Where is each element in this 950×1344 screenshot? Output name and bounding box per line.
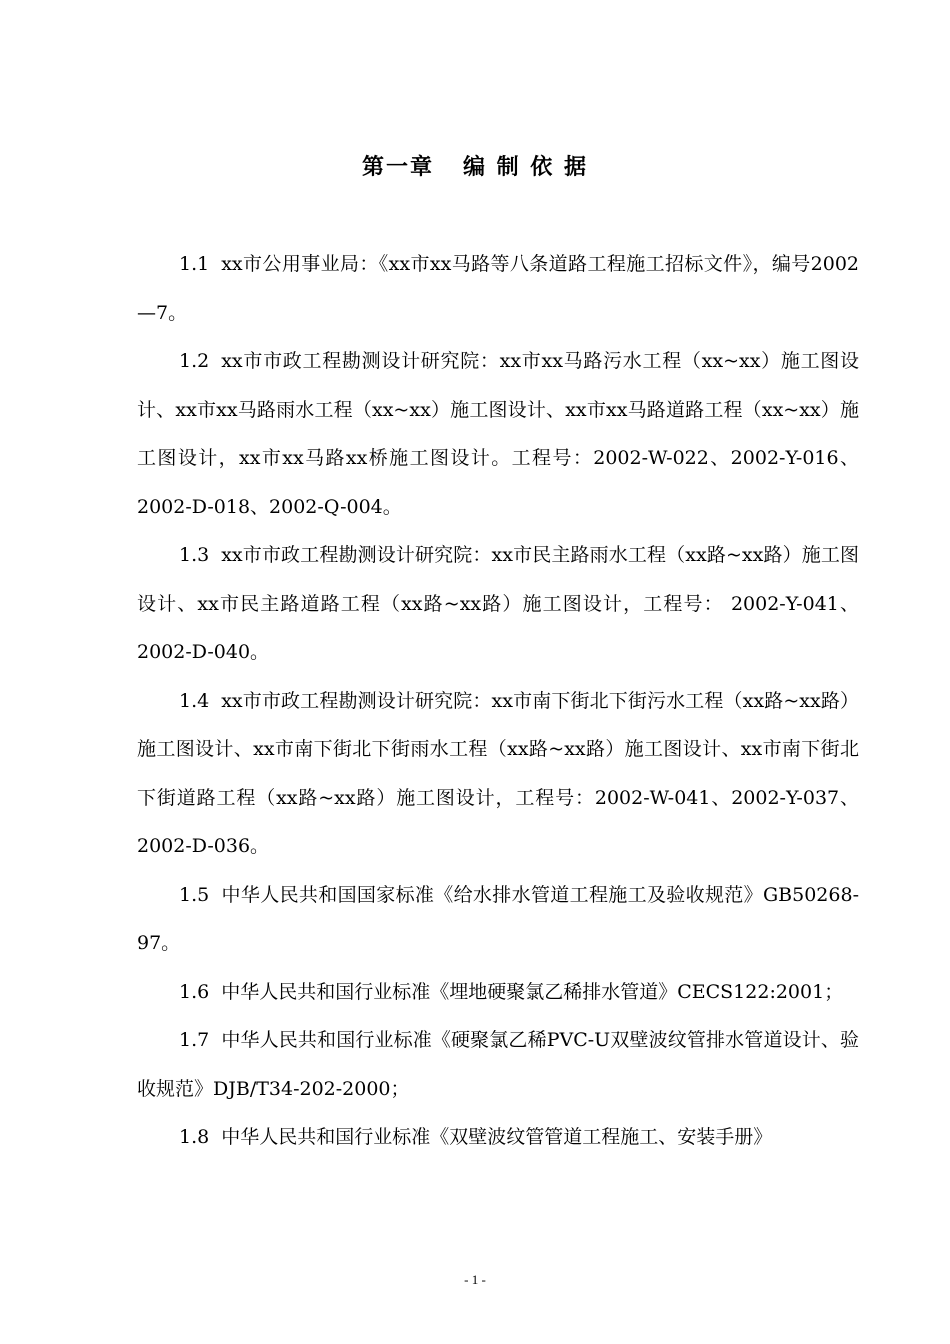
clause-text: xx市市政工程勘测设计研究院：xx市xx马路污水工程（xx~xx）施工图设计、xx市xx马路雨水工程（xx~xx）施工图设计、xx市xx马路道路工程（xx~xx）施工图设计，xx市xx马路xx桥施工图设计。工程号：2002-W-022、2002-Y-016、2002-D-018、2002-Q-004。 — [137, 350, 859, 518]
clause-text: 中华人民共和国国家标准《给水排水管道工程施工及验收规范》GB50268-97。 — [137, 883, 859, 954]
clause-1-1 — [137, 240, 859, 337]
clause-text: 中华人民共和国行业标准《硬聚氯乙稀PVC-U双壁波纹管排水管道设计、验收规范》DJB/T34-202-2000； — [137, 1029, 859, 1100]
clause-1-3 — [137, 531, 859, 677]
clause-number: 1.8 — [179, 1126, 210, 1148]
clause-text: xx市市政工程勘测设计研究院：xx市民主路雨水工程（xx路~xx路）施工图设计、xx市民主路道路工程（xx路~xx路）施工图设计，工程号： 2002-Y-041、2002-D-040。 — [137, 544, 859, 663]
clause-text: 中华人民共和国行业标准《埋地硬聚氯乙稀排水管道》CECS122:2001； — [221, 980, 844, 1003]
clause-number: 1.6 — [179, 980, 210, 1003]
clause-number: 1.4 — [179, 689, 210, 712]
clause-text: xx市公用事业局：《xx市xx马路等八条道路工程施工招标文件》，编号2002—7。 — [137, 253, 859, 324]
clause-1-5 — [137, 871, 859, 968]
clause-number: 1.2 — [179, 350, 210, 372]
clause-1-2 — [137, 337, 859, 531]
clause-1-8 — [137, 1113, 859, 1162]
page-number: - 1 - — [464, 1272, 486, 1287]
clause-number: 1.5 — [179, 883, 210, 906]
clause-1-4 — [137, 677, 859, 871]
clause-1-6 — [137, 968, 859, 1017]
clause-1-7 — [137, 1016, 859, 1113]
clause-number: 1.1 — [179, 253, 210, 275]
clause-text: xx市市政工程勘测设计研究院：xx市南下街北下街污水工程（xx路~xx路）施工图设计、xx市南下街北下街雨水工程（xx路~xx路）施工图设计、xx市南下街北下街道路工程（xx路~xx路）施工图设计，工程号：2002-W-041、2002-Y-037、2002-D-036。 — [137, 689, 859, 857]
clause-number: 1.7 — [179, 1029, 210, 1051]
chapter-title: 第一章 编 制 依 据 — [362, 154, 588, 180]
clause-number: 1.3 — [179, 544, 210, 566]
document-body — [137, 240, 859, 1162]
clause-text: 中华人民共和国行业标准《双壁波纹管管道工程施工、安装手册》 — [221, 1126, 773, 1148]
